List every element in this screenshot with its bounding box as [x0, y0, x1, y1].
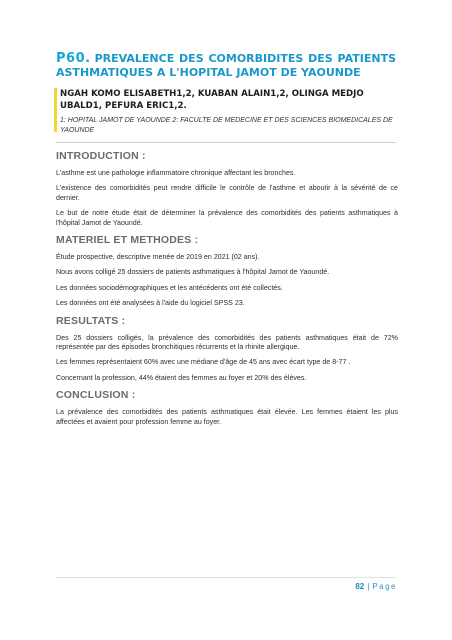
- abstract-body: [56, 150, 398, 427]
- authors: NGAH KOMO ELISABETH1,2, KUABAN ALAIN1,2, OLINGA MEDJO UBALD1, PEFURA ERIC1,2.: [60, 89, 364, 111]
- footer-divider: [56, 577, 396, 578]
- abstract-title: [56, 52, 396, 80]
- footer-separator: |: [367, 582, 370, 591]
- results-heading: RESULTATS :: [56, 314, 126, 327]
- results-paragraph: Les femmes représentaient 60% avec une médiane d'âge de 45 ans avec écart type de 8-77 .: [56, 358, 351, 367]
- results-paragraph: Concernant la profession, 44% étaient des femmes au foyer et 20% des élèves.: [56, 373, 307, 382]
- page-footer: [355, 582, 397, 591]
- page-number: 82: [355, 582, 365, 591]
- methods-paragraph: Les données sociodémographiques et les antécédents ont été collectés.: [56, 283, 283, 292]
- methods-paragraph: Les données ont été analysées à l'aide du logiciel SPSS 23.: [56, 299, 245, 308]
- affiliation: 1: HOPITAL JAMOT DE YAOUNDE 2: FACULTE DE MEDECINE ET DES SCIENCES BIOMEDICALES DE YAOUNDE: [60, 117, 393, 134]
- introduction-heading: INTRODUCTION :: [56, 150, 146, 162]
- abstract-title-text: PREVALENCE DES COMORBIDITES DES PATIENTS ASTHMATIQUES A L'HOPITAL JAMOT DE YAOUNDE: [56, 52, 396, 79]
- title-block: [56, 52, 396, 80]
- header-divider: [56, 142, 396, 143]
- intro-paragraph: L'asthme est une pathologie inflammatoire chronique affectant les bronches.: [56, 169, 296, 177]
- results-paragraph: Des 25 dossiers colligés, la prévalence des comorbidités des patients asthmatiques était de 72% représentée par des épisodes bronchitiques récurrents et la rhinite allergique.: [56, 333, 398, 352]
- abstract-code: P60.: [56, 51, 91, 66]
- conclusion-heading: CONCLUSION :: [56, 389, 136, 402]
- page-label: Page: [372, 582, 397, 591]
- methods-heading: MATERIEL ET METHODES :: [56, 234, 199, 247]
- methods-paragraph: Étude prospective, descriptive menée de 2019 en 2021 (02 ans).: [56, 253, 260, 262]
- intro-paragraph: L'existence des comorbidités peut rendre difficile le contrôle de l'asthme et aboutir à la sévérité de ce dernier.: [56, 184, 398, 202]
- accent-bar: [54, 88, 57, 132]
- conclusion-paragraph: La prévalence des comorbidités des patients asthmatiques était élevée. Les femmes étaient les plus affectées et avaient pour profession femme au foyer.: [56, 408, 398, 426]
- intro-paragraph: Le but de notre étude était de déterminer la prévalence des comorbidités des patients asthmatiques à l'hôpital Jamot de Yaoundé.: [56, 209, 398, 227]
- methods-paragraph: Nous avons colligé 25 dossiers de patients asthmatiques à l'hôpital Jamot de Yaoundé.: [56, 268, 330, 277]
